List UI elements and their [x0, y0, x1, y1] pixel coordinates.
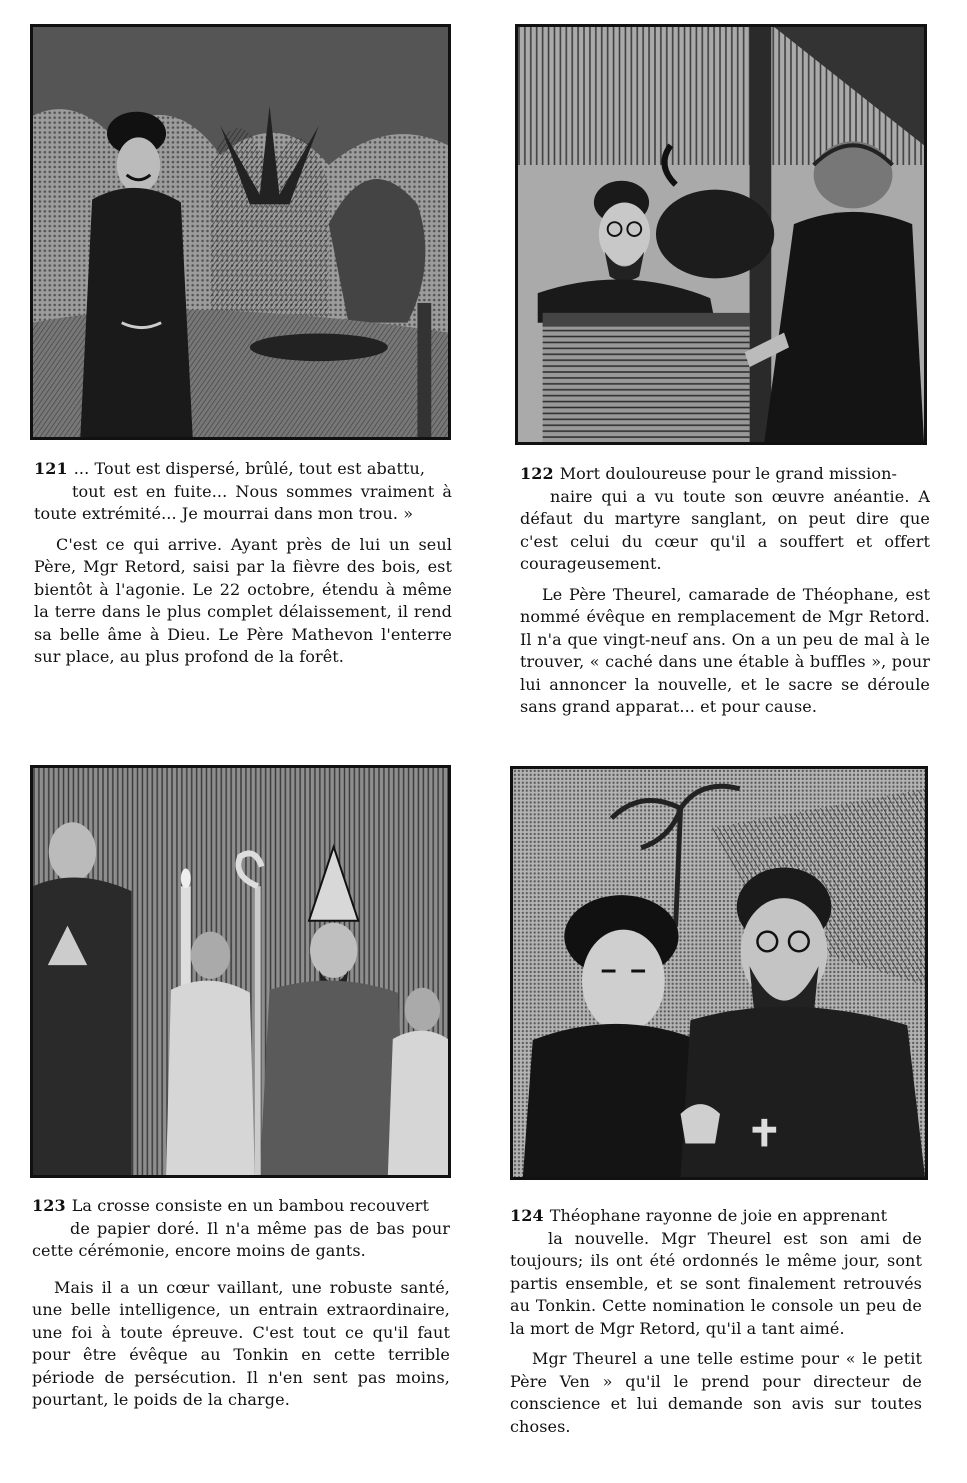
theophane-and-theurel-image	[513, 769, 925, 1177]
panel-123-illustration	[30, 765, 451, 1178]
caption-121-paragraph: C'est ce qui arrive. Ayant près de lui un seul Père, Mgr Retord, saisi par la fièvre des bois, est bientôt à l'agonie. Le 22 octobre, étendu à même la terre dans le plus complet délaissement, il rend sa belle âme à Dieu. Le Père Mathevon l'enterre sur place, au plus profond de la forêt.	[34, 534, 452, 666]
priest-in-forest-image	[33, 27, 448, 437]
caption-121-first-line: ... Tout est dispersé, brûlé, tout est abattu,	[73, 459, 426, 478]
caption-121-rest: tout est en fuite... Nous sommes vraiment à toute extrémité... Je mourrai dans mon trou. »	[34, 481, 452, 523]
caption-122-number: 122	[520, 464, 554, 483]
caption-122-text	[520, 486, 930, 576]
caption-122-lead	[520, 463, 930, 486]
caption-123-lead	[32, 1195, 450, 1218]
caption-121-lead	[34, 458, 452, 481]
caption-122-rest: naire qui a vu toute son œuvre anéantie. A défaut du martyre sanglant, on peut dire que c'est celui du cœur qu'il a souffert et offert courageusement.	[520, 486, 930, 573]
caption-123-first-line: La crosse consiste en un bambou recouvert	[71, 1196, 430, 1215]
caption-123-number: 123	[32, 1196, 66, 1215]
caption-122	[520, 463, 930, 719]
bishop-procession-image	[33, 768, 448, 1175]
caption-123-paragraph: Mais il a un cœur vaillant, une robuste santé, une belle intelligence, un entrain extraordinaire, une foi à toute épreuve. C'est tout ce qu'il faut pour être évêque au Tonkin en cette terrible période de persécution. Il n'en sent pas moins, pourtant, le poids de la charge.	[32, 1277, 450, 1409]
caption-121	[34, 458, 452, 669]
panel-121-illustration	[30, 24, 451, 440]
caption-124	[510, 1205, 922, 1438]
caption-124-number: 124	[510, 1206, 544, 1225]
caption-123	[32, 1195, 450, 1412]
caption-124-rest: la nouvelle. Mgr Theurel est son ami de toujours; ils ont été ordonnés le même jour, sont partis ensemble, et se sont finalement retrouvés au Tonkin. Cette nomination le console un peu de la mort de Mgr Retord, qu'il a tant aimé.	[510, 1228, 922, 1338]
caption-123-text	[32, 1218, 450, 1263]
caption-123-rest: de papier doré. Il n'a même pas de bas pour cette cérémonie, encore moins de gants.	[32, 1218, 450, 1260]
caption-122-first-line: Mort douloureuse pour le grand mission-	[559, 464, 898, 483]
caption-124-first-line: Théophane rayonne de joie en apprenant	[549, 1206, 888, 1225]
caption-121-text	[34, 481, 452, 526]
priest-in-stable-image	[518, 27, 924, 442]
panel-122-illustration	[515, 24, 927, 445]
caption-124-lead	[510, 1205, 922, 1228]
caption-122-paragraph: Le Père Theurel, camarade de Théophane, est nommé évêque en remplacement de Mgr Retord. Il n'a que vingt-neuf ans. On a un peu de mal à le trouver, « caché dans une étable à buffles », pour lui annoncer la nouvelle, et le sacre se déroule sans grand apparat... et pour cause.	[520, 584, 930, 716]
caption-124-text	[510, 1228, 922, 1341]
caption-121-number: 121	[34, 459, 68, 478]
panel-124-illustration	[510, 766, 928, 1180]
caption-124-paragraph: Mgr Theurel a une telle estime pour « le petit Père Ven » qu'il le prend pour directeur de conscience et lui demande son avis sur toutes choses.	[510, 1349, 922, 1436]
